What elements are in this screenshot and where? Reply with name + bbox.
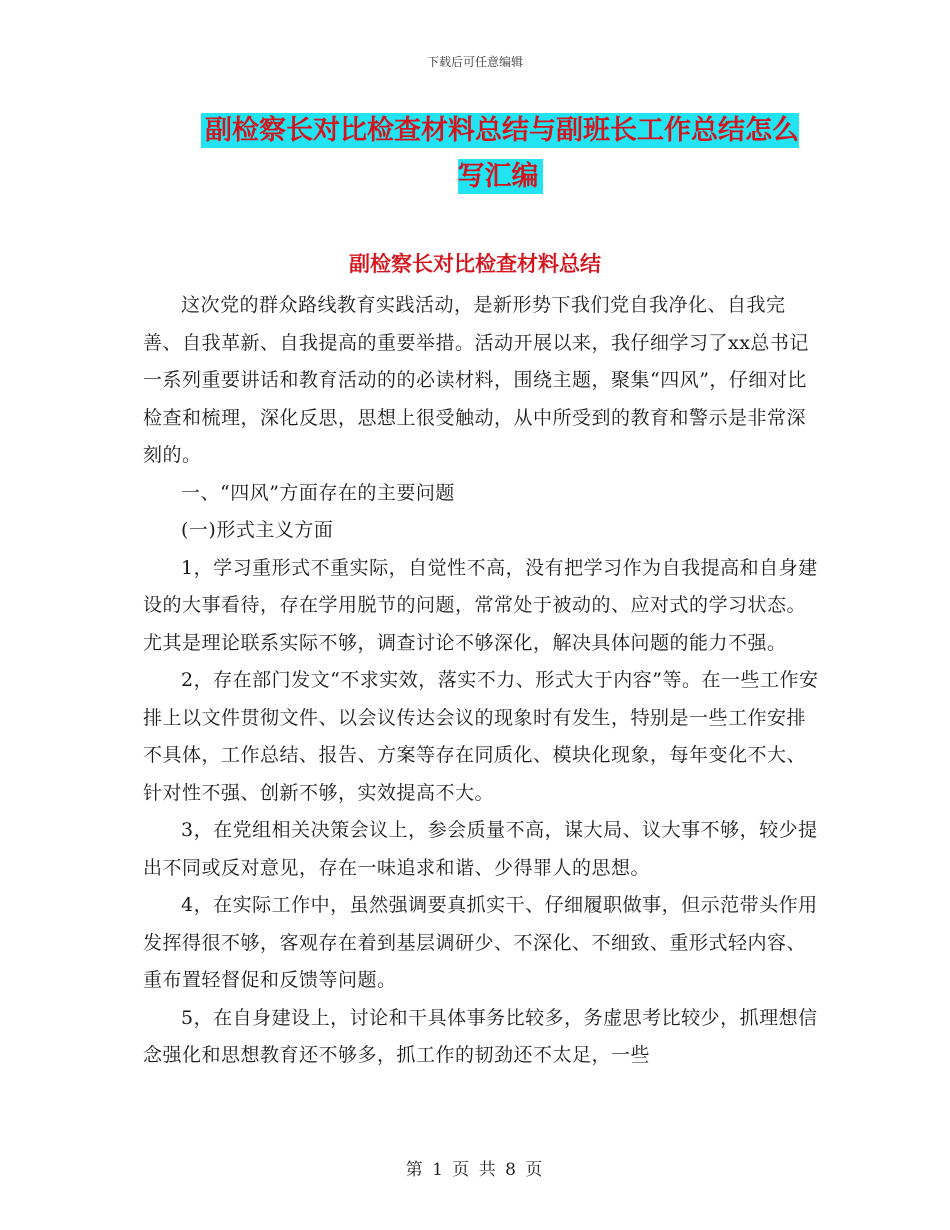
paragraph: 2，存在部门发文“不求实效，落实不力、形式大于内容”等。在一些工作安排上以文件贯彻文件、以会议传达会议的现象时有发生，特别是一些工作安排不具体，工作总结、报告、方案等存在同质化、模块化现象，每年变化不大、针对性不强、创新不够，实效提高不大。 — [143, 669, 819, 804]
header-note: 下载后可任意编辑 — [426, 55, 523, 69]
page-footer: 第 1 页 共 8 页 — [405, 1160, 545, 1180]
document-title-text: 副检察长对比检查材料总结与副班长工作总结怎么写汇编 — [201, 113, 799, 194]
paragraph: 3，在党组相关决策会议上，参会质量不高，谋大局、议大事不够，较少提出不同或反对意见，存在一味追求和谐、少得罪人的思想。 — [143, 819, 818, 879]
document-body — [143, 287, 823, 1075]
paragraph: (一)形式主义方面 — [181, 519, 334, 541]
paragraph: 这次党的群众路线教育实践活动，是新形势下我们党自我净化、自我完善、自我革新、自我提高的重要举措。活动开展以来，我仔细学习了xx总书记一系列重要讲话和教育活动的的必读材料，围绕主题，聚集“四风”，仔细对比检查和梳理，深化反思，思想上很受触动，从中所受到的教育和警示是非常深刻的。 — [143, 294, 809, 466]
document-title — [190, 108, 810, 200]
section-title: 副检察长对比检查材料总结 — [349, 251, 601, 276]
paragraph: 5，在自身建设上，讨论和干具体事务比较多，务虚思考比较少，抓理想信念强化和思想教育还不够多，抓工作的韧劲还不太足，一些 — [143, 1006, 818, 1066]
paragraph: 1，学习重形式不重实际，自觉性不高，没有把学习作为自我提高和自身建设的大事看待，存在学用脱节的问题，常常处于被动的、应对式的学习状态。尤其是理论联系实际不够，调查讨论不够深化，解决具体问题的能力不强。 — [143, 556, 818, 654]
paragraph: 一、“四风”方面存在的主要问题 — [181, 481, 455, 504]
paragraph: 4，在实际工作中，虽然强调要真抓实干、仔细履职做事，但示范带头作用发挥得很不够，客观存在着到基层调研少、不深化、不细致、重形式轻内容、重布置轻督促和反馈等问题。 — [143, 894, 818, 991]
